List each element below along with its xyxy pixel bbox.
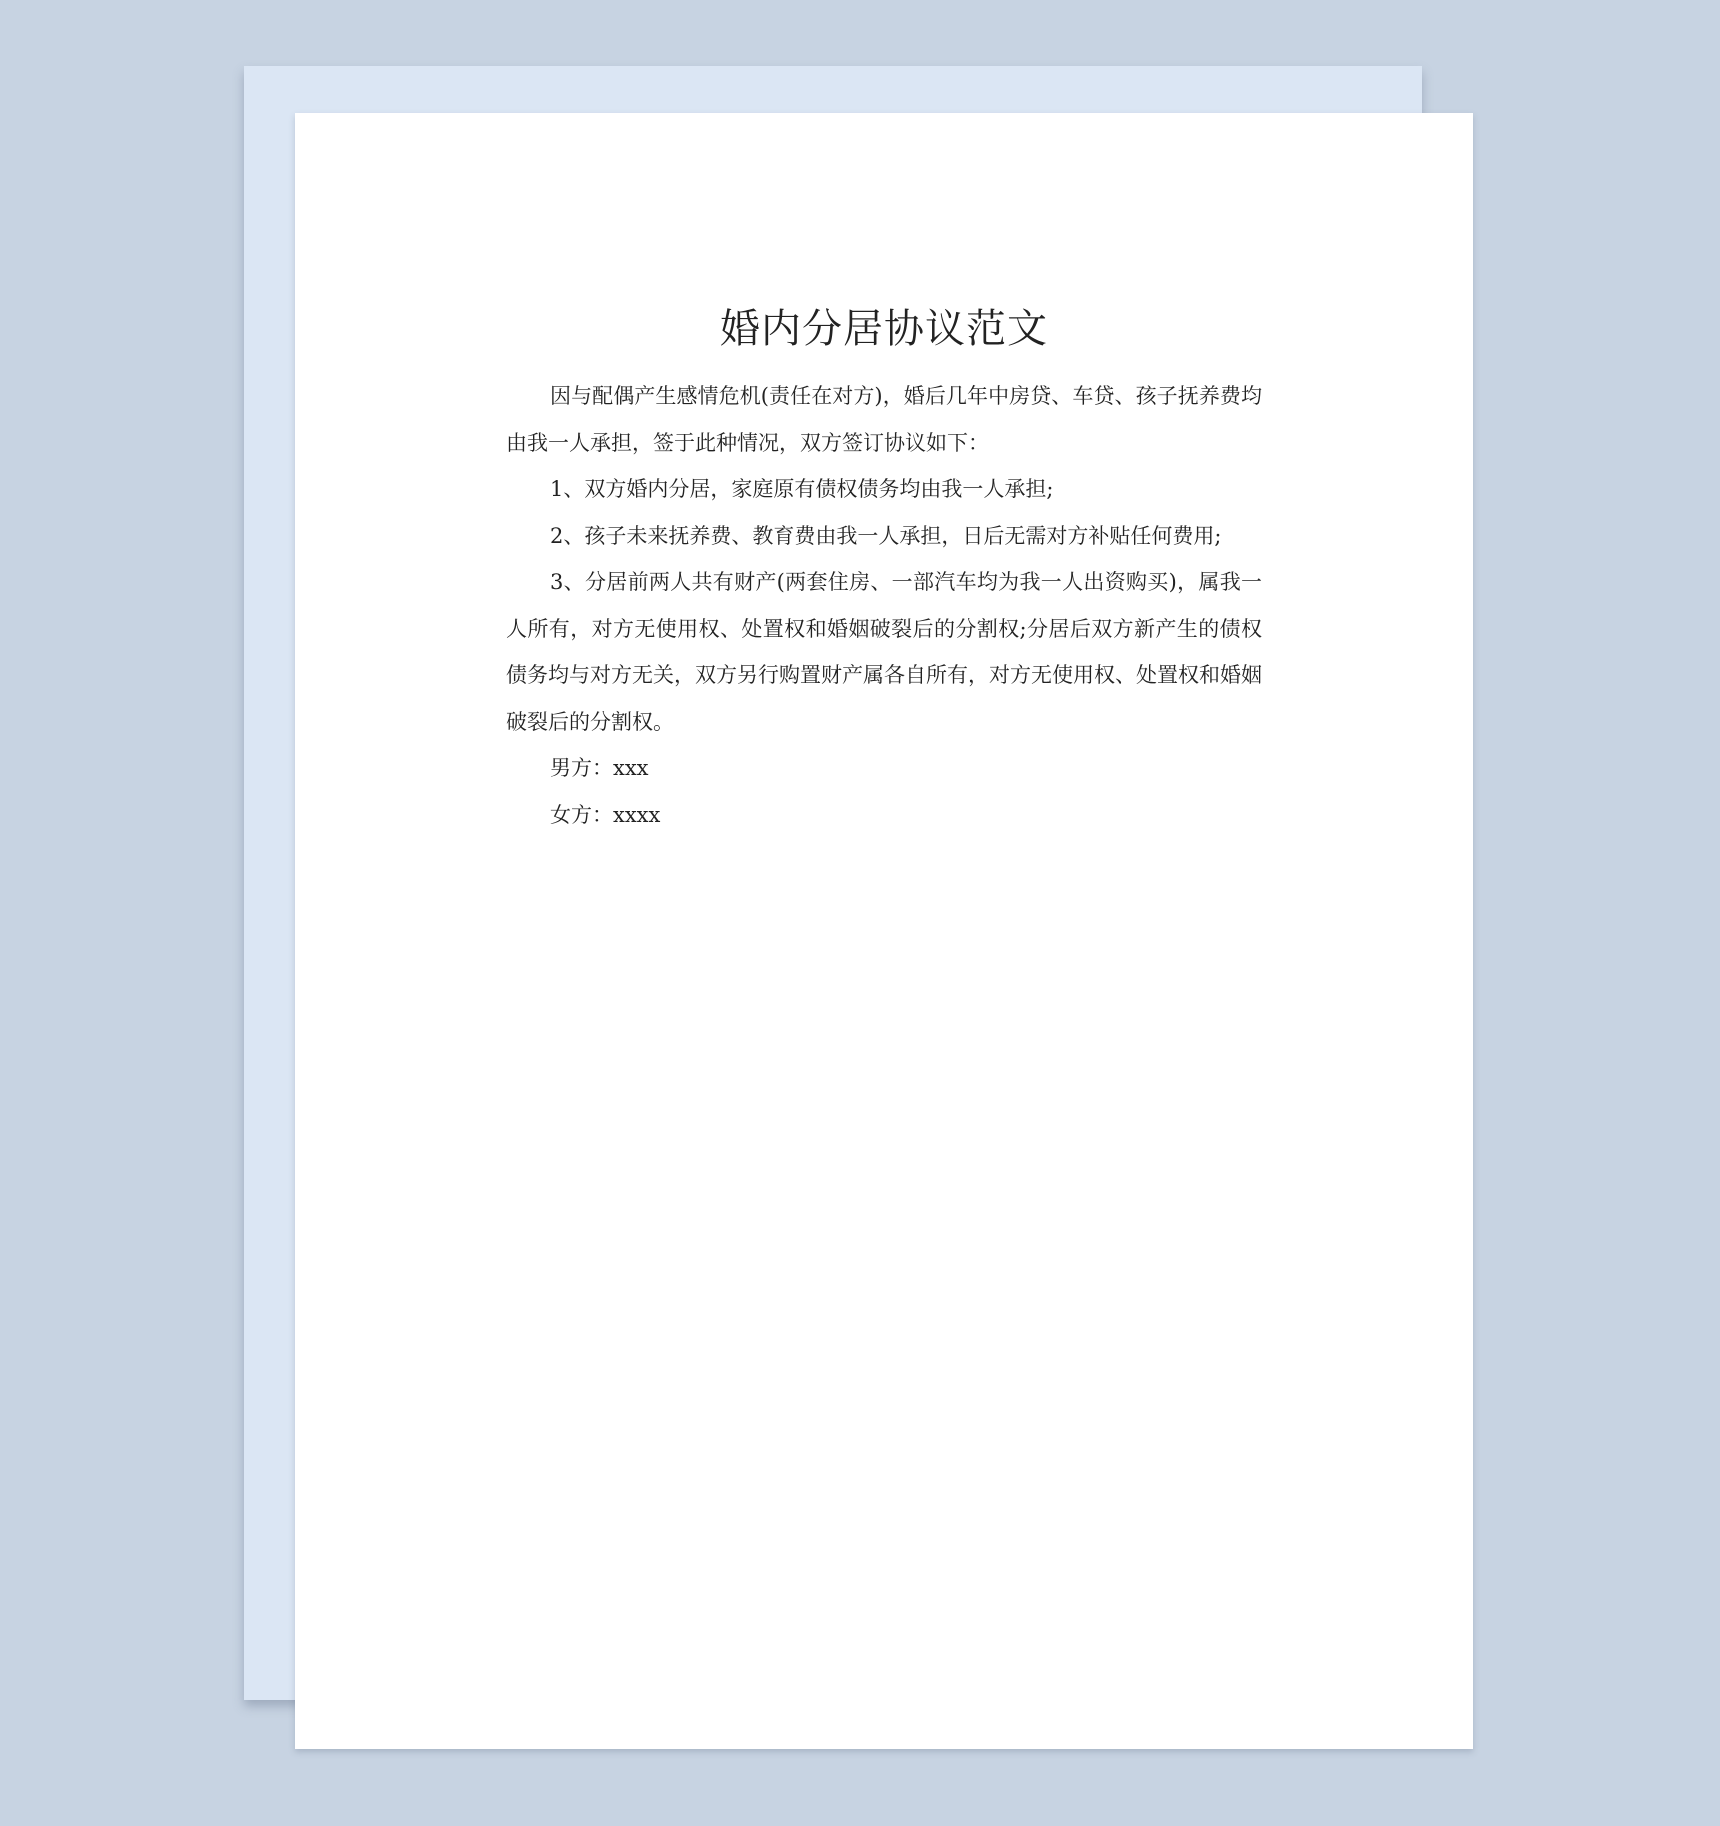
- document-body: [506, 303, 1262, 838]
- clause-1: 1、双方婚内分居，家庭原有债权债务均由我一人承担;: [550, 477, 1054, 501]
- document-page: [295, 113, 1473, 1749]
- clause-2: 2、孩子未来抚养费、教育费由我一人承担，日后无需对方补贴任何费用;: [550, 523, 1222, 548]
- clause-3: 3、分居前两人共有财产(两套住房、一部汽车均为我一人出资购买)，属我一人所有，对方无使用权、处置权和婚姻破裂后的分割权;分居后双方新产生的债权债务均与对方无关，双方另行购置财产属各自所有，对方无使用权、处置权和婚姻破裂后的分割权。: [506, 570, 1262, 734]
- male-signature: 男方：xxx: [550, 756, 649, 780]
- intro-paragraph: 因与配偶产生感情危机(责任在对方)，婚后几年中房贷、车贷、孩子抚养费均由我一人承担，签于此种情况，双方签订协议如下：: [506, 384, 1262, 455]
- document-title: 婚内分居协议范文: [720, 306, 1048, 352]
- female-signature: 女方：xxxx: [550, 802, 661, 827]
